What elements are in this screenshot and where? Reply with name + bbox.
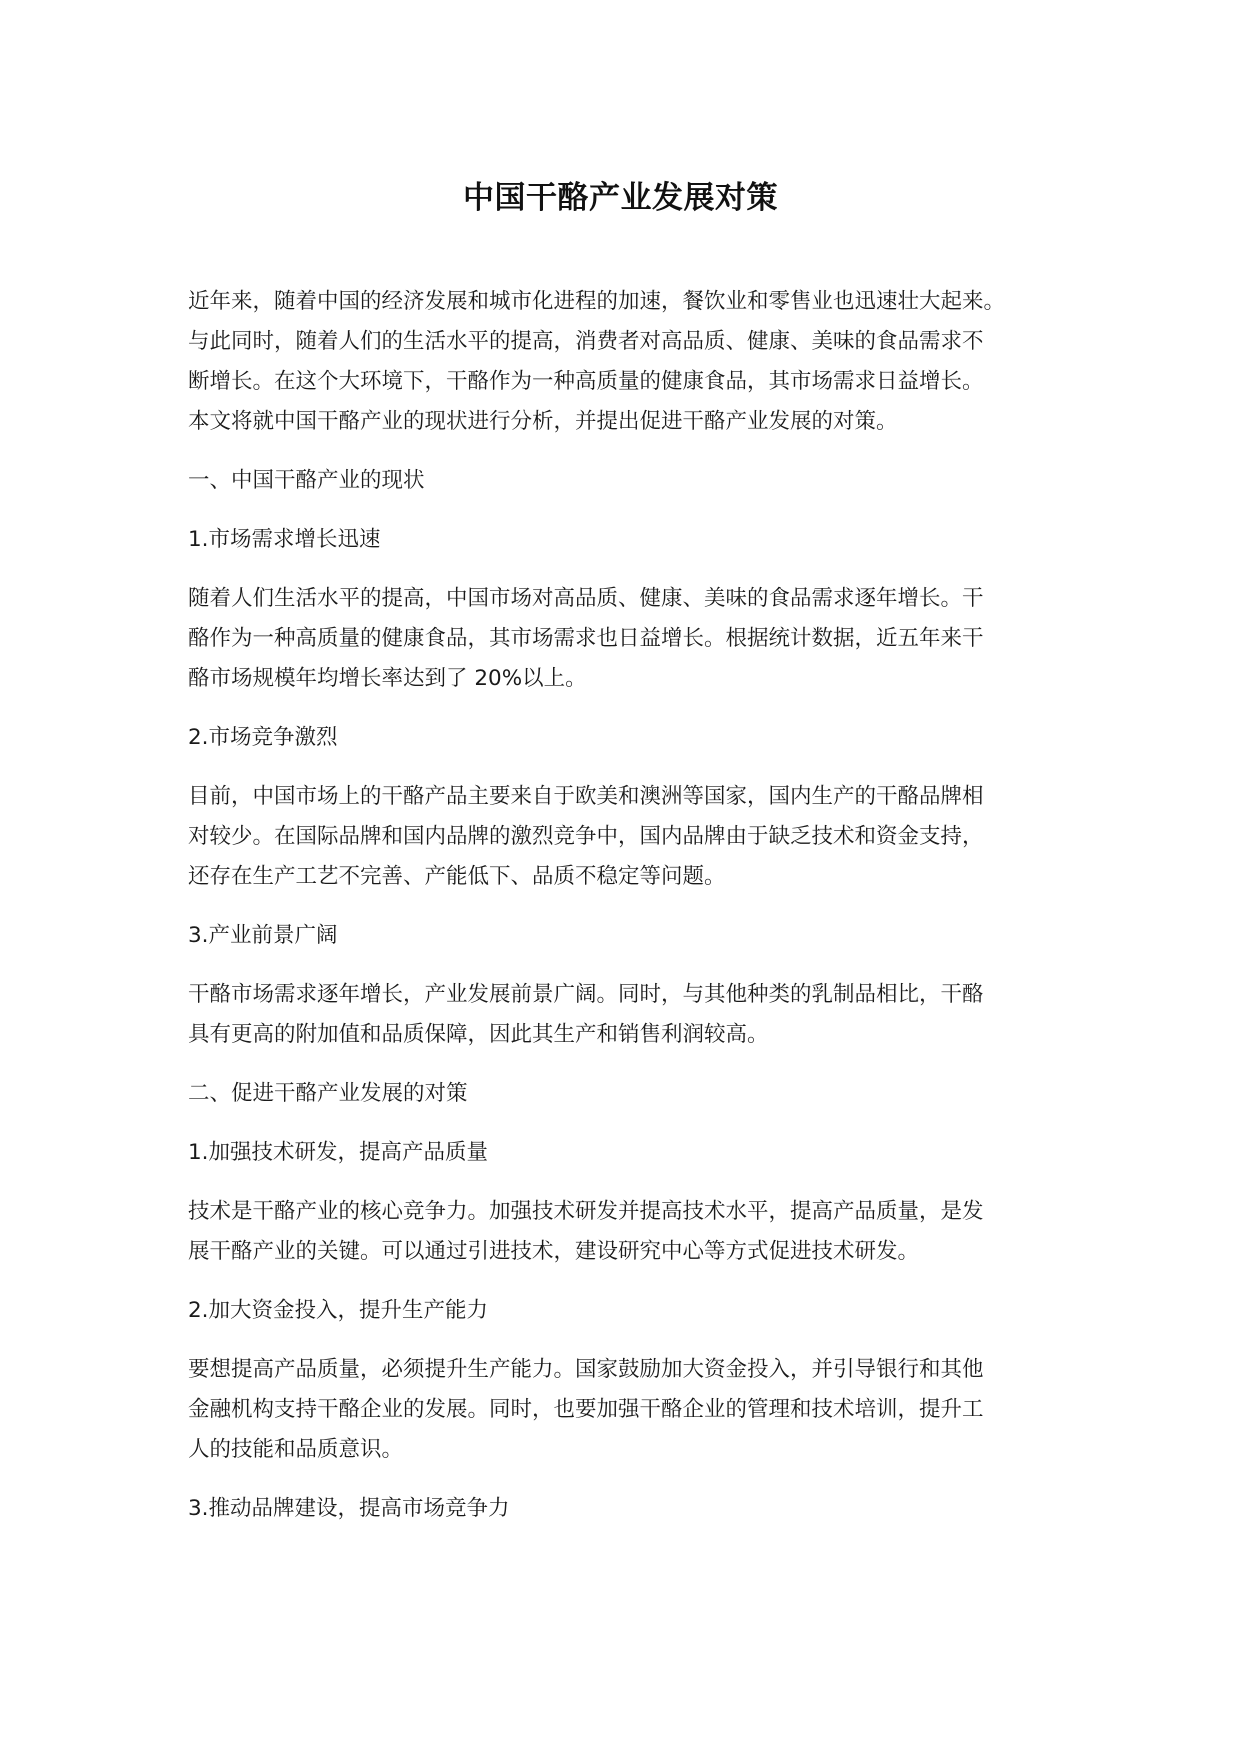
section-heading: 一、中国干酪产业的现状 xyxy=(188,468,425,493)
text-line: 与此同时，随着人们的生活水平的提高，消费者对高品质、健康、美味的食品需求不 xyxy=(188,329,984,354)
text-line: 目前，中国市场上的干酪产品主要来自于欧美和澳洲等国家，国内生产的干酪品牌相 xyxy=(188,784,984,809)
paragraph xyxy=(188,777,1080,897)
document-title: 中国干酪产业发展对策 xyxy=(463,180,778,216)
text-line: 展干酪产业的关键。可以通过引进技术，建设研究中心等方式促进技术研发。 xyxy=(188,1239,920,1264)
subsection-heading: 1.市场需求增长迅速 xyxy=(188,527,381,552)
text-line: 对较少。在国际品牌和国内品牌的激烈竞争中，国内品牌由于缺乏技术和资金支持， xyxy=(188,824,984,849)
text-line: 技术是干酪产业的核心竞争力。加强技术研发并提高技术水平，提高产品质量，是发 xyxy=(188,1199,984,1224)
text-line: 干酪市场需求逐年增长，产业发展前景广阔。同时，与其他种类的乳制品相比，干酪 xyxy=(188,982,984,1007)
subsection-heading: 2.加大资金投入，提升生产能力 xyxy=(188,1298,489,1323)
text-line: 酪作为一种高质量的健康食品，其市场需求也日益增长。根据统计数据，近五年来干 xyxy=(188,626,984,651)
text-line: 金融机构支持干酪企业的发展。同时，也要加强干酪企业的管理和技术培训，提升工 xyxy=(188,1397,984,1422)
text-line: 具有更高的附加值和品质保障，因此其生产和销售利润较高。 xyxy=(188,1022,769,1047)
text-line: 随着人们生活水平的提高，中国市场对高品质、健康、美味的食品需求逐年增长。干 xyxy=(188,586,984,611)
intro-paragraph xyxy=(188,282,1080,442)
document-body xyxy=(188,282,1080,1529)
text-line: 断增长。在这个大环境下，干酪作为一种高质量的健康食品，其市场需求日益增长。 xyxy=(188,369,984,394)
subsection-heading: 2.市场竞争激烈 xyxy=(188,725,338,750)
text-line: 要想提高产品质量，必须提升生产能力。国家鼓励加大资金投入，并引导银行和其他 xyxy=(188,1357,984,1382)
subsection-heading: 1.加强技术研发，提高产品质量 xyxy=(188,1140,489,1165)
paragraph xyxy=(188,1350,1080,1470)
subsection-heading: 3.推动品牌建设，提高市场竞争力 xyxy=(188,1496,510,1521)
text-line: 还存在生产工艺不完善、产能低下、品质不稳定等问题。 xyxy=(188,864,726,889)
section-heading: 二、促进干酪产业发展的对策 xyxy=(188,1081,468,1106)
paragraph xyxy=(188,579,1080,699)
text-line: 本文将就中国干酪产业的现状进行分析，并提出促进干酪产业发展的对策。 xyxy=(188,409,898,434)
subsection-heading: 3.产业前景广阔 xyxy=(188,923,338,948)
text-line: 酪市场规模年均增长率达到了 20%以上。 xyxy=(188,666,587,691)
text-line: 人的技能和品质意识。 xyxy=(188,1437,404,1462)
text-line: 近年来，随着中国的经济发展和城市化进程的加速，餐饮业和零售业也迅速壮大起来。 xyxy=(188,289,1006,314)
paragraph xyxy=(188,975,1080,1055)
paragraph xyxy=(188,1192,1080,1272)
